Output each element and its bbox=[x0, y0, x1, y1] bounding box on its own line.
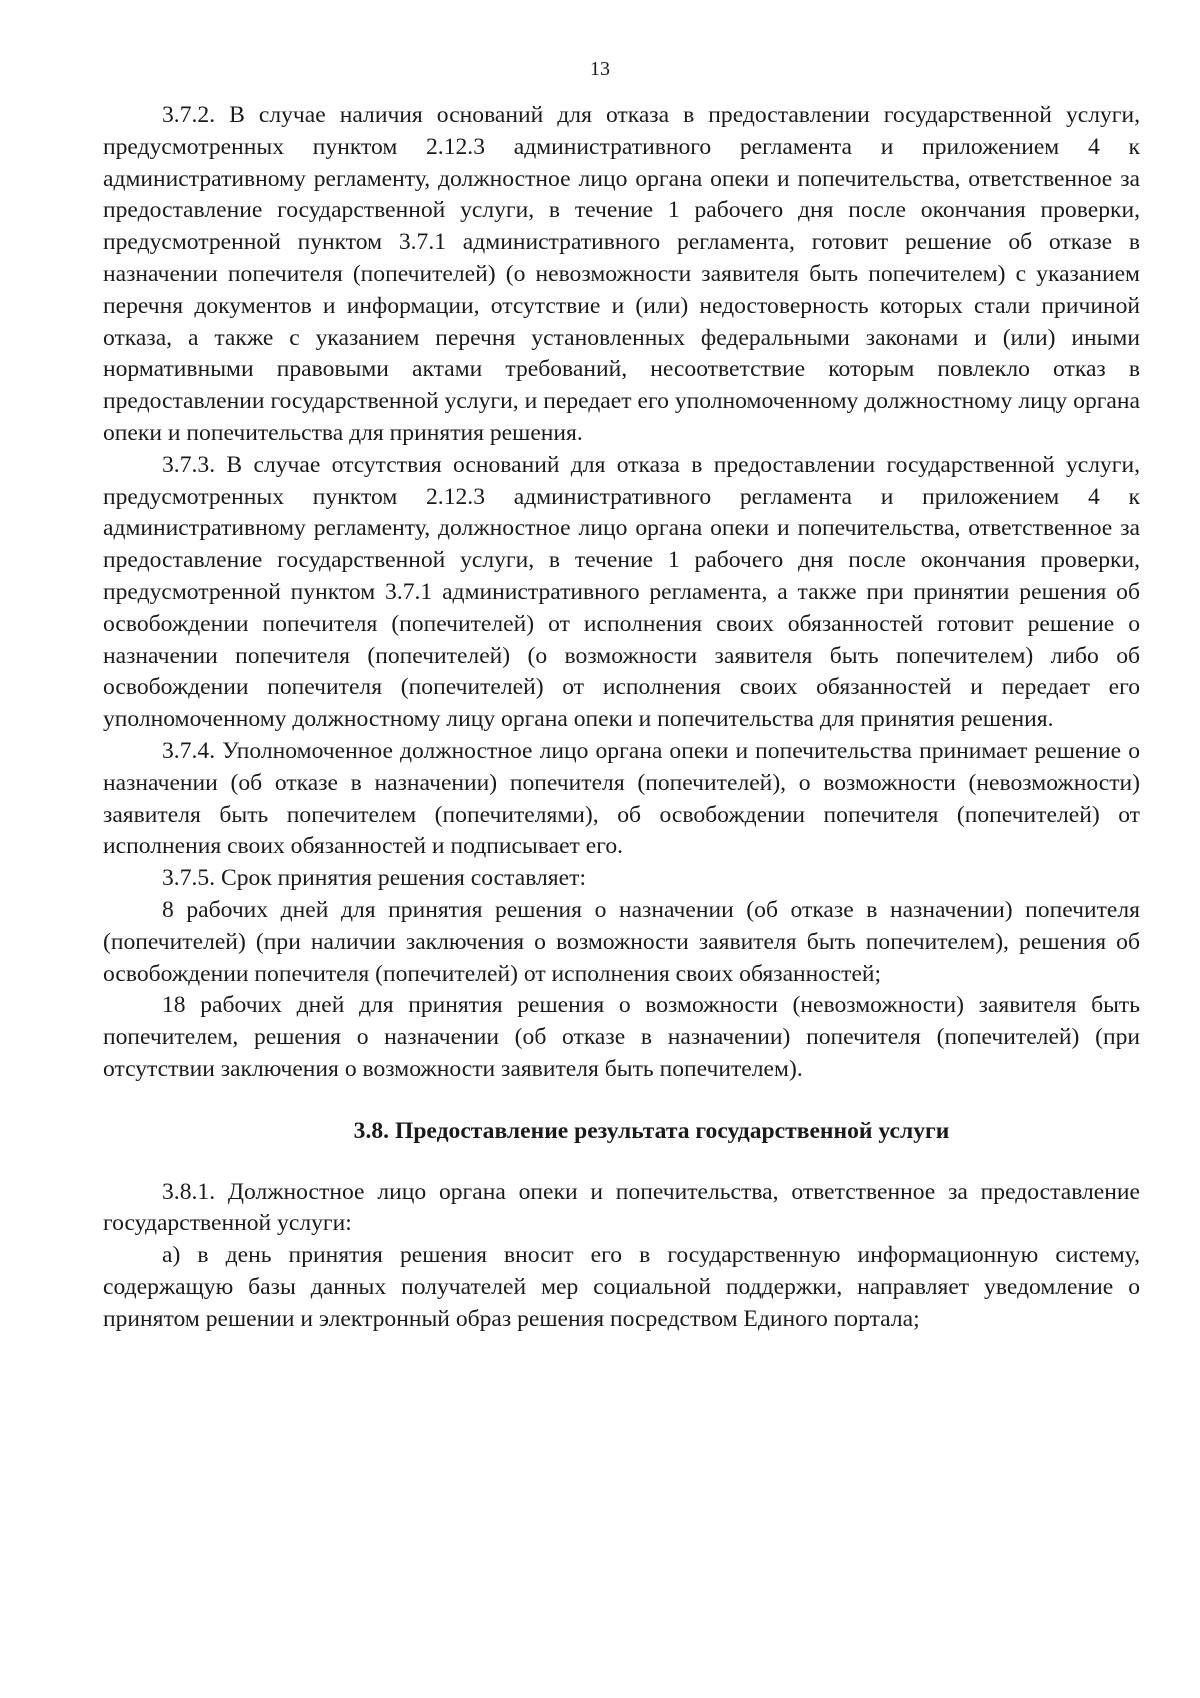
document-body bbox=[103, 100, 1140, 1335]
page-number: 13 bbox=[590, 58, 610, 80]
paragraph-3-7-3: 3.7.3. В случае отсутствия оснований для отказа в предоставлении государственной услуги, предусмотренных пунктом 2.12.3 административного регламента и приложением 4 к административному регламенту, должностное лицо органа опеки и попечительства, ответственное за предоставление государственной услуги, в течение 1 рабочего дня после окончания проверки, предусмотренной пунктом 3.7.1 административного регламента, а также при принятии решения об освобождении попечителя (попечителей) от исполнения своих обязанностей готовит решение о назначении попечителя (попечителей) (о возможности заявителя быть попечителем) либо об освобождении попечителя (попечителей) от исполнения своих обязанностей и передает его уполномоченному должностному лицу органа опеки и попечительства для принятия решения. bbox=[103, 451, 1140, 733]
paragraph-3-7-5: 3.7.5. Срок принятия решения составляет: bbox=[162, 865, 586, 892]
paragraph-3-8-1-a: а) в день принятия решения вносит его в государственную информационную систему, содержащую базы данных получателей мер социальной поддержки, направляет уведомление о принятом решении и электронный образ решения посредством Единого портала; bbox=[103, 1242, 1140, 1332]
paragraph-term-8-days: 8 рабочих дней для принятия решения о назначении (об отказе в назначении) попечителя (попечителей) (при наличии заключения о возможности заявителя быть попечителем), решения об освобождении попечителя (попечителей) от исполнения своих обязанностей; bbox=[103, 896, 1140, 987]
paragraph-3-7-4: 3.7.4. Уполномоченное должностное лицо органа опеки и попечительства принимает решение о назначении (об отказе в назначении) попечителя (попечителей), о возможности (невозможности) заявителя быть попечителем (попечителями), об освобождении попечителя (попечителей) от исполнения своих обязанностей и подписывает его. bbox=[103, 737, 1140, 860]
paragraph-3-7-2: 3.7.2. В случае наличия оснований для отказа в предоставлении государственной услуги, предусмотренных пунктом 2.12.3 административного регламента и приложением 4 к административному регламенту, должностное лицо органа опеки и попечительства, ответственное за предоставление государственной услуги, в течение 1 рабочего дня после окончания проверки, предусмотренной пунктом 3.7.1 административного регламента, готовит решение об отказе в назначении попечителя (попечителей) (о невозможности заявителя быть попечителем) с указанием перечня документов и информации, отсутствие и (или) недостоверность которых стали причиной отказа, а также с указанием перечня установленных федеральными законами и (или) иными нормативными правовыми актами требований, несоответствие которым повлекло отказ в предоставлении государственной услуги, и передает его уполномоченному должностному лицу органа опеки и попечительства для принятия решения. bbox=[103, 102, 1140, 446]
paragraph-3-8-1: 3.8.1. Должностное лицо органа опеки и попечительства, ответственное за предоставление государственной услуги: bbox=[103, 1178, 1140, 1237]
section-heading-3-8: 3.8. Предоставление результата государственной услуги bbox=[353, 1117, 950, 1144]
paragraph-term-18-days: 18 рабочих дней для принятия решения о возможности (невозможности) заявителя быть попечителем, решения о назначении (об отказе в назначении) попечителя (попечителей) (при отсутствии заключения о возможности заявителя быть попечителем). bbox=[103, 992, 1140, 1082]
